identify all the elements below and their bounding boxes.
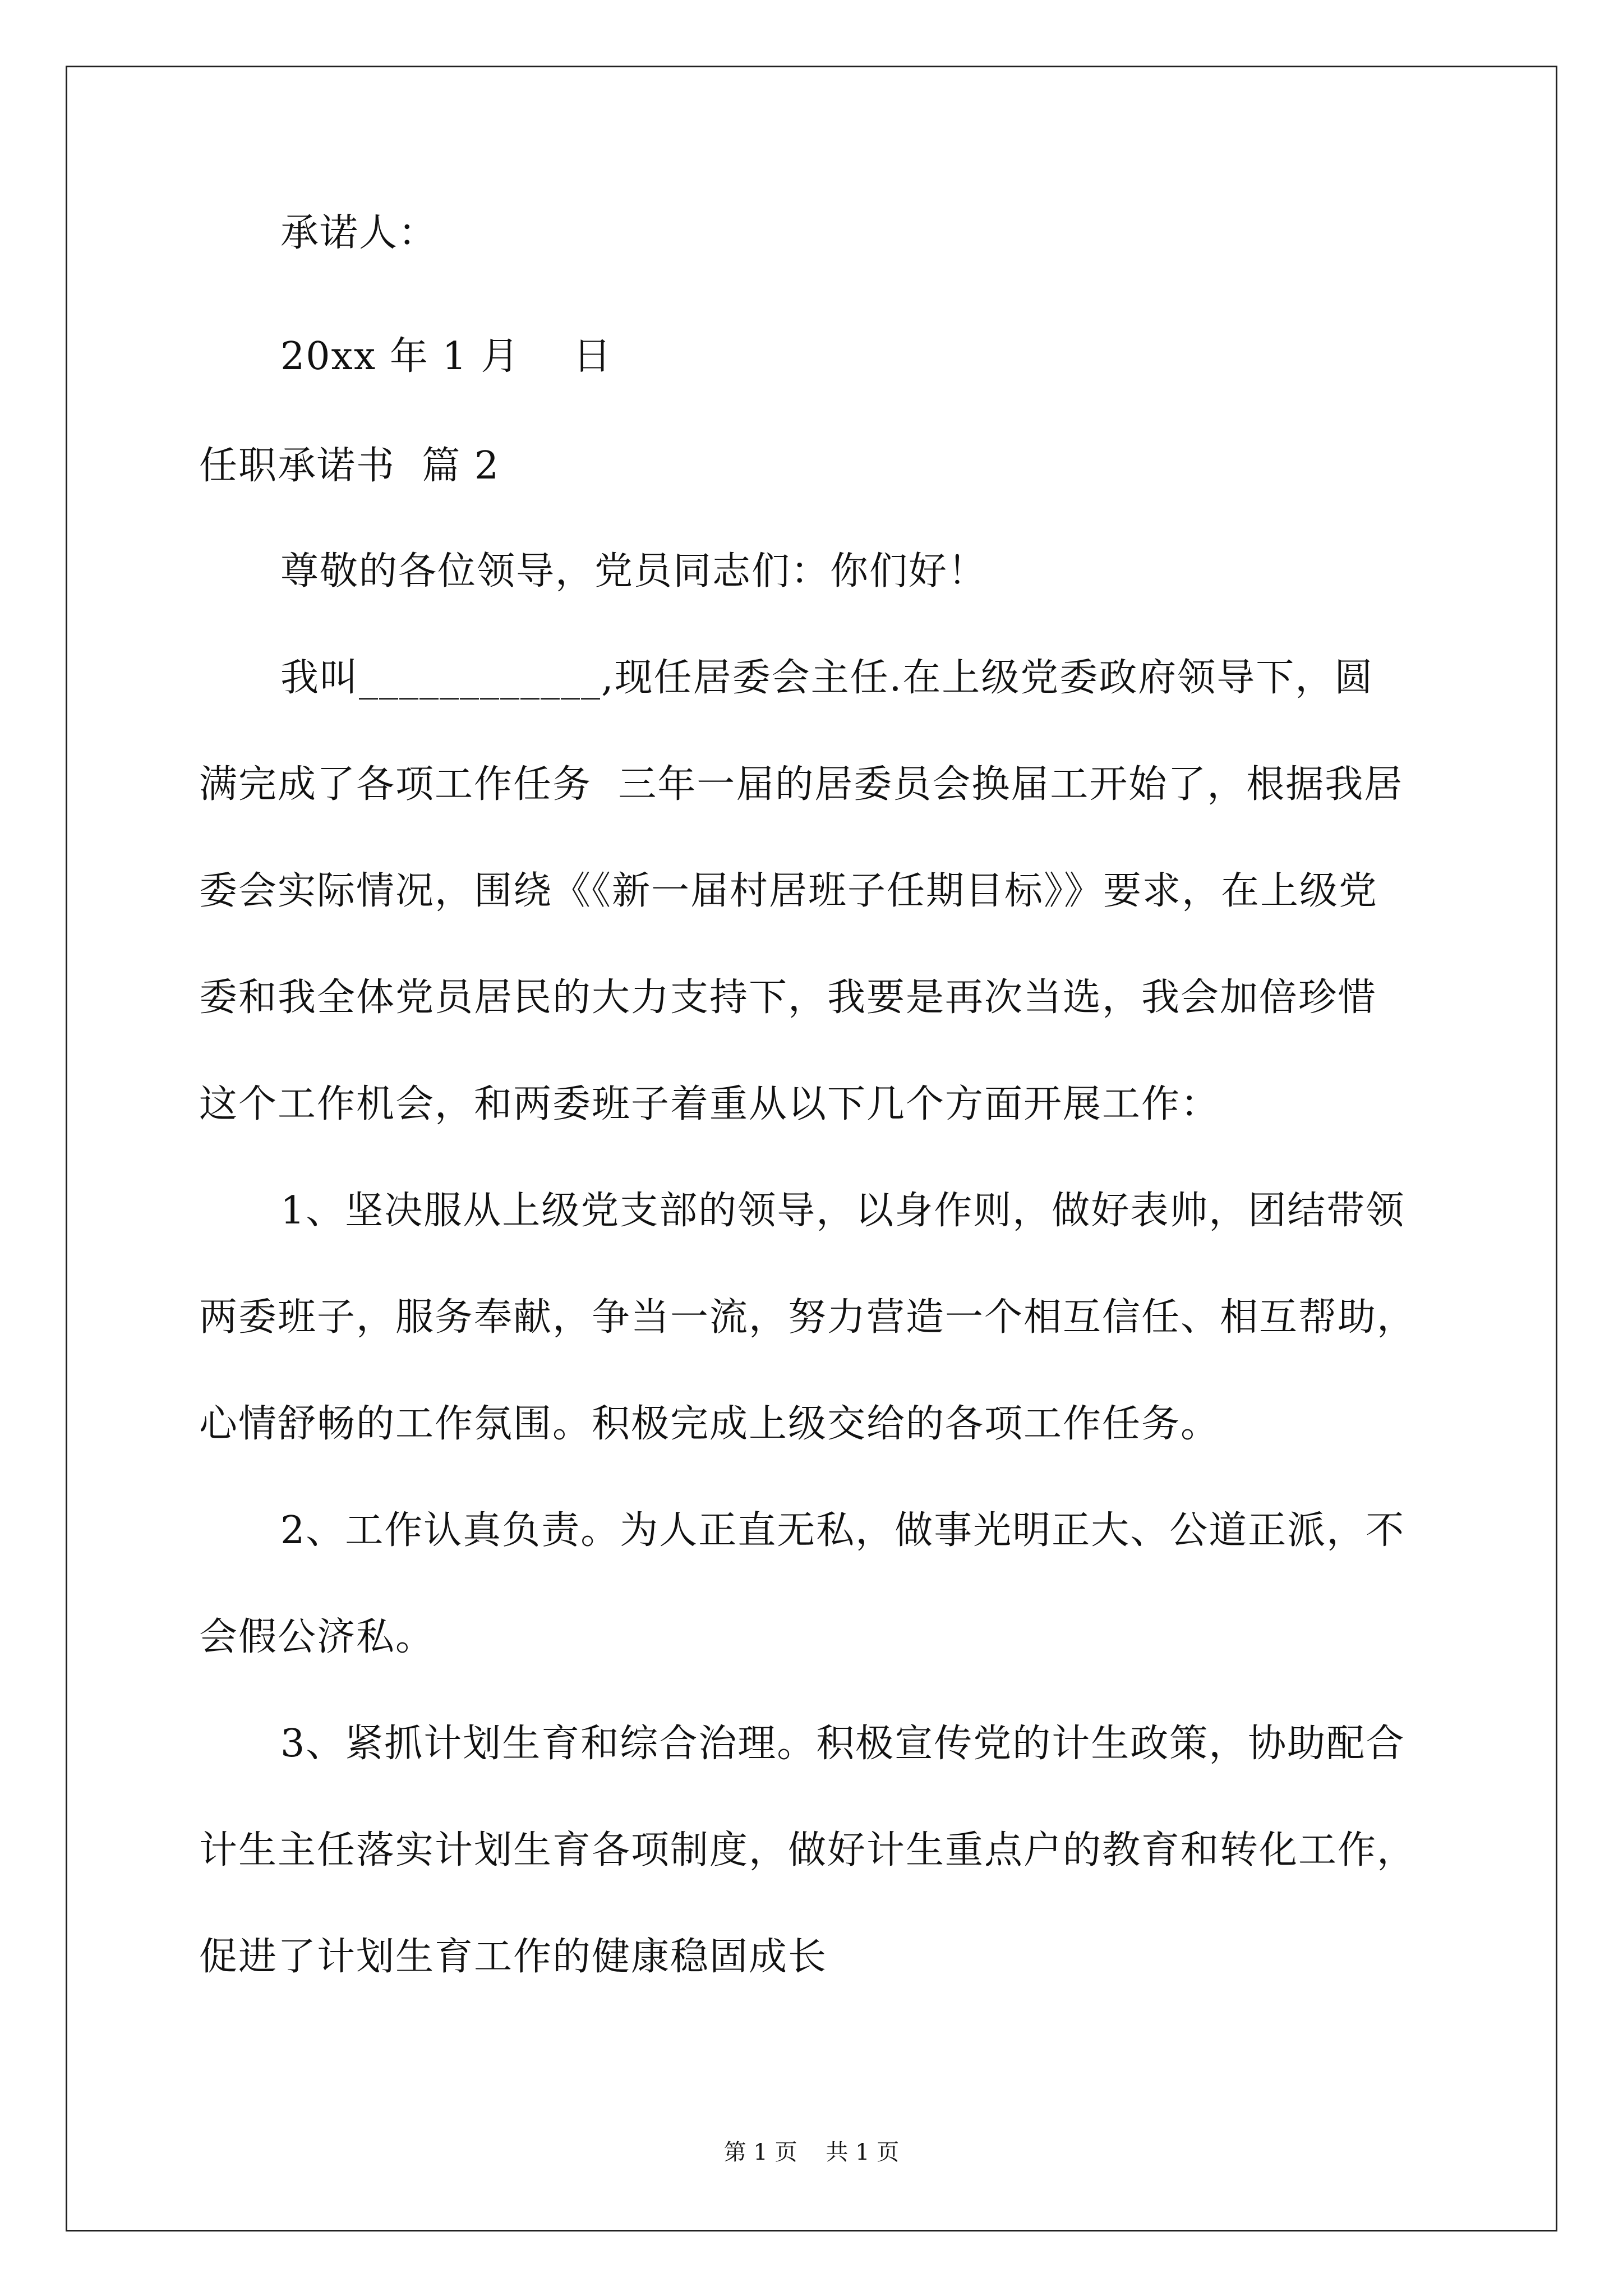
- paragraph-2-line-1: 1、坚决服从上级党支部的领导，以身作则，做好表帅，团结带领: [280, 1189, 1405, 1233]
- paragraph-3-line-1: 2、工作认真负责。为人正直无私，做事光明正大、公道正派，不: [280, 1508, 1405, 1553]
- paragraph-1-line-5: 这个工作机会，和两委班子着重从以下几个方面开展工作：: [199, 1082, 1220, 1126]
- paragraph-4-line-1: 3、紧抓计划生育和综合治理。积极宣传党的计生政策，协助配合: [280, 1722, 1405, 1766]
- date-line: 20xx 年 1 月 日: [280, 334, 612, 379]
- paragraph-4-line-3: 促进了计划生育工作的健康稳固成长: [199, 1935, 828, 1979]
- page-border: [66, 66, 1557, 2231]
- page-footer: 第 1 页 共 1 页: [723, 2139, 900, 2165]
- paragraph-3-line-2: 会假公济私。: [199, 1615, 435, 1659]
- paragraph-1-line-4: 委和我全体党员居民的大力支持下，我要是再次当选，我会加倍珍惜: [199, 976, 1377, 1020]
- paragraph-4-line-2: 计生主任落实计划生育各项制度，做好计生重点户的教育和转化工作，: [199, 1828, 1417, 1872]
- greeting: 尊敬的各位领导，党员同志们：你们好！: [280, 549, 988, 593]
- signer-label: 承诺人：: [280, 211, 438, 255]
- section-title: 任职承诺书 篇 2: [199, 444, 500, 488]
- paragraph-2-line-3: 心情舒畅的工作氛围。积极完成上级交给的各项工作任务。: [199, 1402, 1220, 1446]
- paragraph-2-line-2: 两委班子，服务奉献，争当一流，努力营造一个相互信任、相互帮助，: [199, 1295, 1417, 1340]
- paragraph-1-line-2: 满完成了各项工作任务 三年一届的居委员会换届工开始了，根据我居: [199, 762, 1404, 807]
- paragraph-1-line-1: 我叫____________,现任居委会主任.在上级党委政府领导下，圆: [280, 656, 1374, 700]
- paragraph-1-line-3: 委会实际情况，围绕《《新一届村居班子任期目标》》要求，在上级党: [199, 869, 1378, 913]
